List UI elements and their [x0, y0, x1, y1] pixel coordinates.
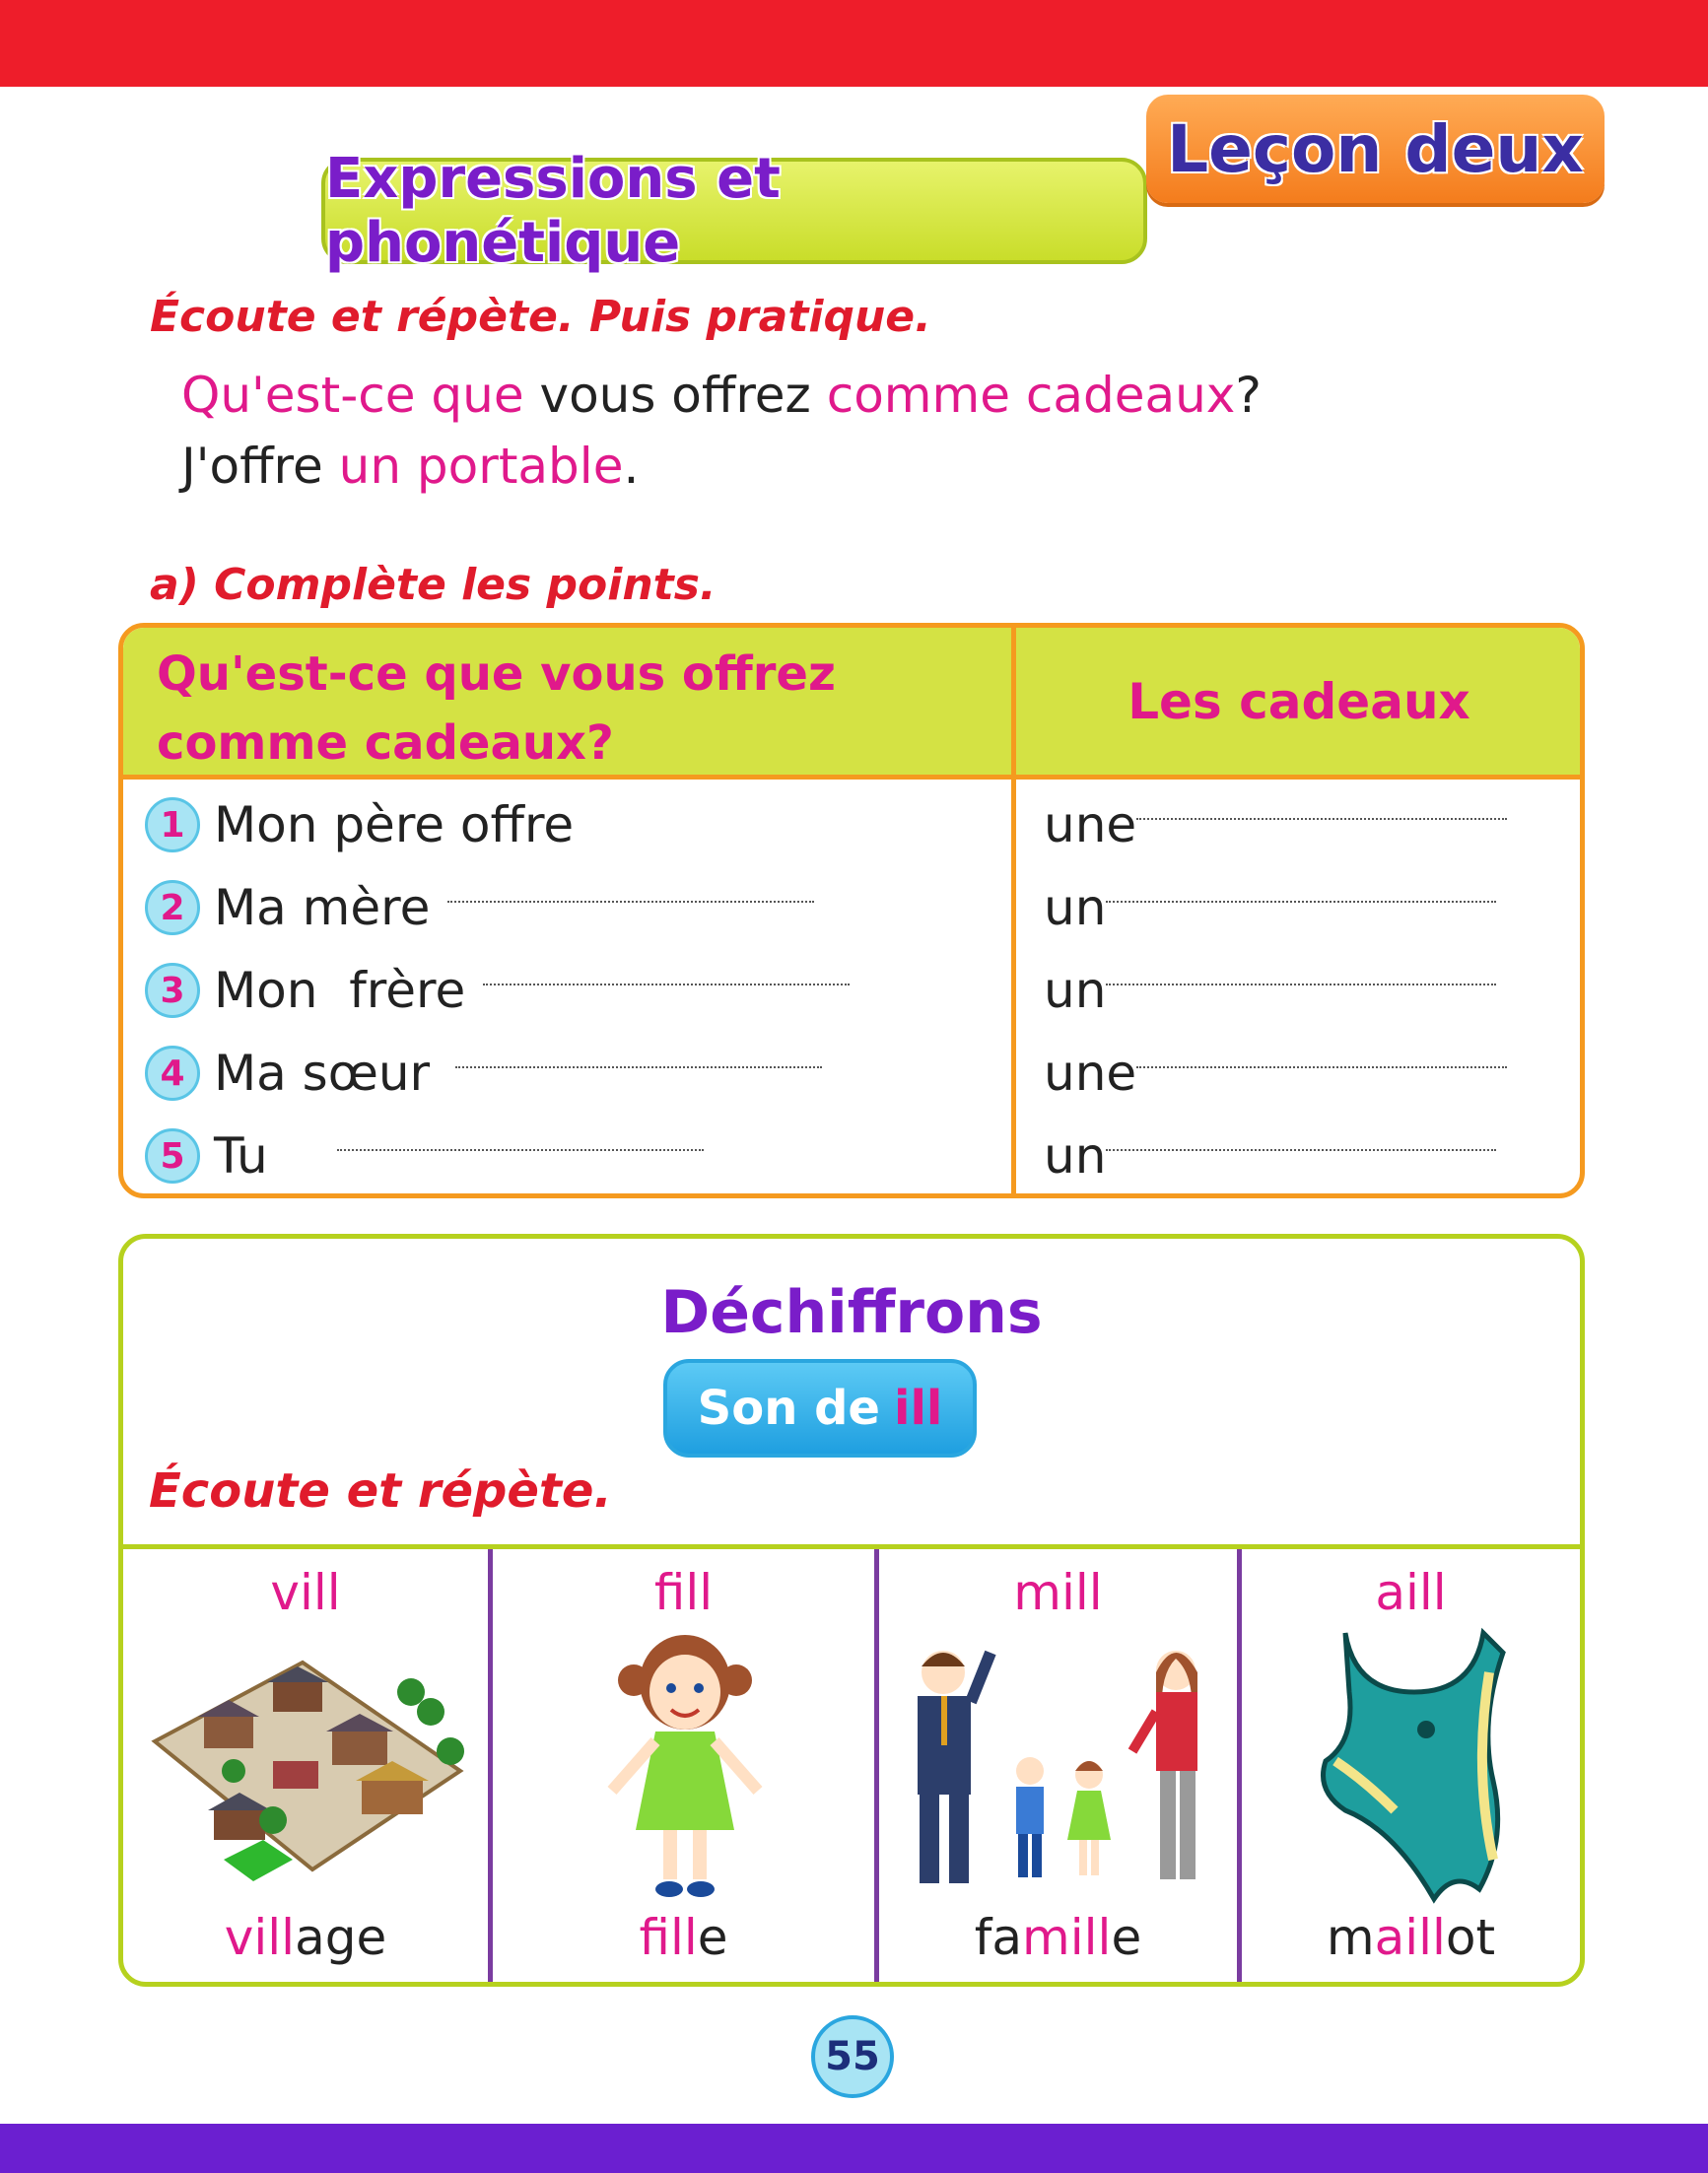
number-badge: 2 — [145, 880, 200, 935]
example-question — [181, 367, 1262, 424]
answer-blank[interactable] — [337, 1148, 704, 1151]
example-answer-part: . — [623, 438, 640, 495]
phonics-title: Déchiffrons — [660, 1278, 1043, 1347]
answer-blank[interactable] — [1106, 900, 1496, 903]
example-question-part: comme cadeaux — [826, 367, 1236, 424]
word-highlight: mill — [1022, 1909, 1112, 1966]
table-row — [145, 785, 574, 864]
word-maillot — [1242, 1909, 1580, 1966]
phonics-box — [118, 1234, 1585, 1987]
row-article: un — [1044, 962, 1107, 1019]
word-village — [123, 1909, 488, 1966]
word-fille — [493, 1909, 874, 1966]
answer-blank[interactable] — [1136, 817, 1507, 820]
row-article: une — [1044, 1045, 1137, 1102]
sound-label-word: mill — [1013, 1564, 1103, 1621]
word-rest: m — [1326, 1909, 1375, 1966]
word-rest: e — [697, 1909, 728, 1966]
row-subject: Mon père offre — [214, 796, 575, 853]
example-question-part: Qu'est-ce que — [181, 367, 524, 424]
page-number: 55 — [811, 2015, 894, 2098]
exercise-table — [118, 623, 1585, 1198]
table-header-gifts: Les cadeaux — [1016, 628, 1582, 780]
sound-value: ill — [893, 1381, 943, 1436]
example-question-part: ? — [1235, 367, 1262, 424]
grid-top-line — [123, 1544, 1580, 1549]
answer-blank[interactable] — [1136, 1065, 1507, 1068]
example-question-part: vous offrez — [523, 367, 827, 424]
table-row — [145, 1034, 822, 1113]
answer-blank[interactable] — [447, 900, 814, 903]
word-highlight: vill — [224, 1909, 296, 1966]
answer-blank[interactable] — [455, 1065, 822, 1068]
table-row — [145, 951, 850, 1030]
word-rest: e — [1111, 1909, 1142, 1966]
row-subject: Ma sœur — [214, 1045, 431, 1102]
sound-label-word: fill — [653, 1564, 714, 1621]
word-highlight: aill — [1374, 1909, 1446, 1966]
word-rest: fa — [974, 1909, 1023, 1966]
table-row-answer[interactable] — [1044, 785, 1507, 864]
word-famille — [879, 1909, 1237, 1966]
table-row — [145, 868, 814, 947]
section-title: Expressions et phonétique — [321, 158, 1147, 264]
table-header-line: Qu'est-ce que vous offrez — [157, 646, 836, 702]
example-answer-part: J'offre — [181, 438, 339, 495]
exercise-instruction: a) Complète les points. — [150, 560, 717, 610]
answer-blank[interactable] — [483, 983, 850, 985]
table-divider — [1011, 780, 1016, 1198]
sound-pill — [663, 1359, 977, 1458]
word-rest: ot — [1445, 1909, 1496, 1966]
row-article: un — [1044, 879, 1107, 936]
instruction-listen-repeat: Écoute et répète. Puis pratique. — [150, 292, 931, 342]
sound-label: Son de — [697, 1381, 880, 1436]
number-badge: 4 — [145, 1046, 200, 1101]
girl-icon — [596, 1623, 774, 1909]
table-row-answer[interactable] — [1044, 1117, 1496, 1195]
table-row-answer[interactable] — [1044, 951, 1496, 1030]
row-subject: Mon frère — [214, 962, 466, 1019]
row-article: une — [1044, 796, 1137, 853]
table-header-line: comme cadeaux? — [157, 715, 614, 771]
family-icon — [884, 1623, 1233, 1909]
sound-label-word: vill — [270, 1564, 341, 1621]
number-badge: 5 — [145, 1128, 200, 1184]
word-rest: age — [295, 1909, 387, 1966]
table-row-answer[interactable] — [1044, 1034, 1507, 1113]
row-article: un — [1044, 1127, 1107, 1185]
answer-blank[interactable] — [1106, 1148, 1496, 1151]
phonics-instruction: Écoute et répète. — [149, 1463, 612, 1519]
example-answer-part: un portable — [338, 438, 624, 495]
number-badge: 1 — [145, 797, 200, 852]
lesson-tag: Leçon deux — [1146, 95, 1605, 203]
swimsuit-icon — [1306, 1613, 1523, 1909]
top-color-band — [0, 0, 1708, 87]
sound-label-word: aill — [1375, 1564, 1447, 1621]
example-answer — [181, 438, 639, 495]
row-subject: Ma mère — [214, 879, 431, 936]
table-header-question — [123, 628, 1016, 780]
number-badge: 3 — [145, 963, 200, 1018]
bottom-color-band — [0, 2124, 1708, 2173]
row-subject: Tu — [214, 1127, 268, 1185]
answer-blank[interactable] — [1106, 983, 1496, 985]
word-highlight: fill — [639, 1909, 698, 1966]
table-row — [145, 1117, 704, 1195]
village-icon — [135, 1623, 476, 1909]
table-row-answer[interactable] — [1044, 868, 1496, 947]
